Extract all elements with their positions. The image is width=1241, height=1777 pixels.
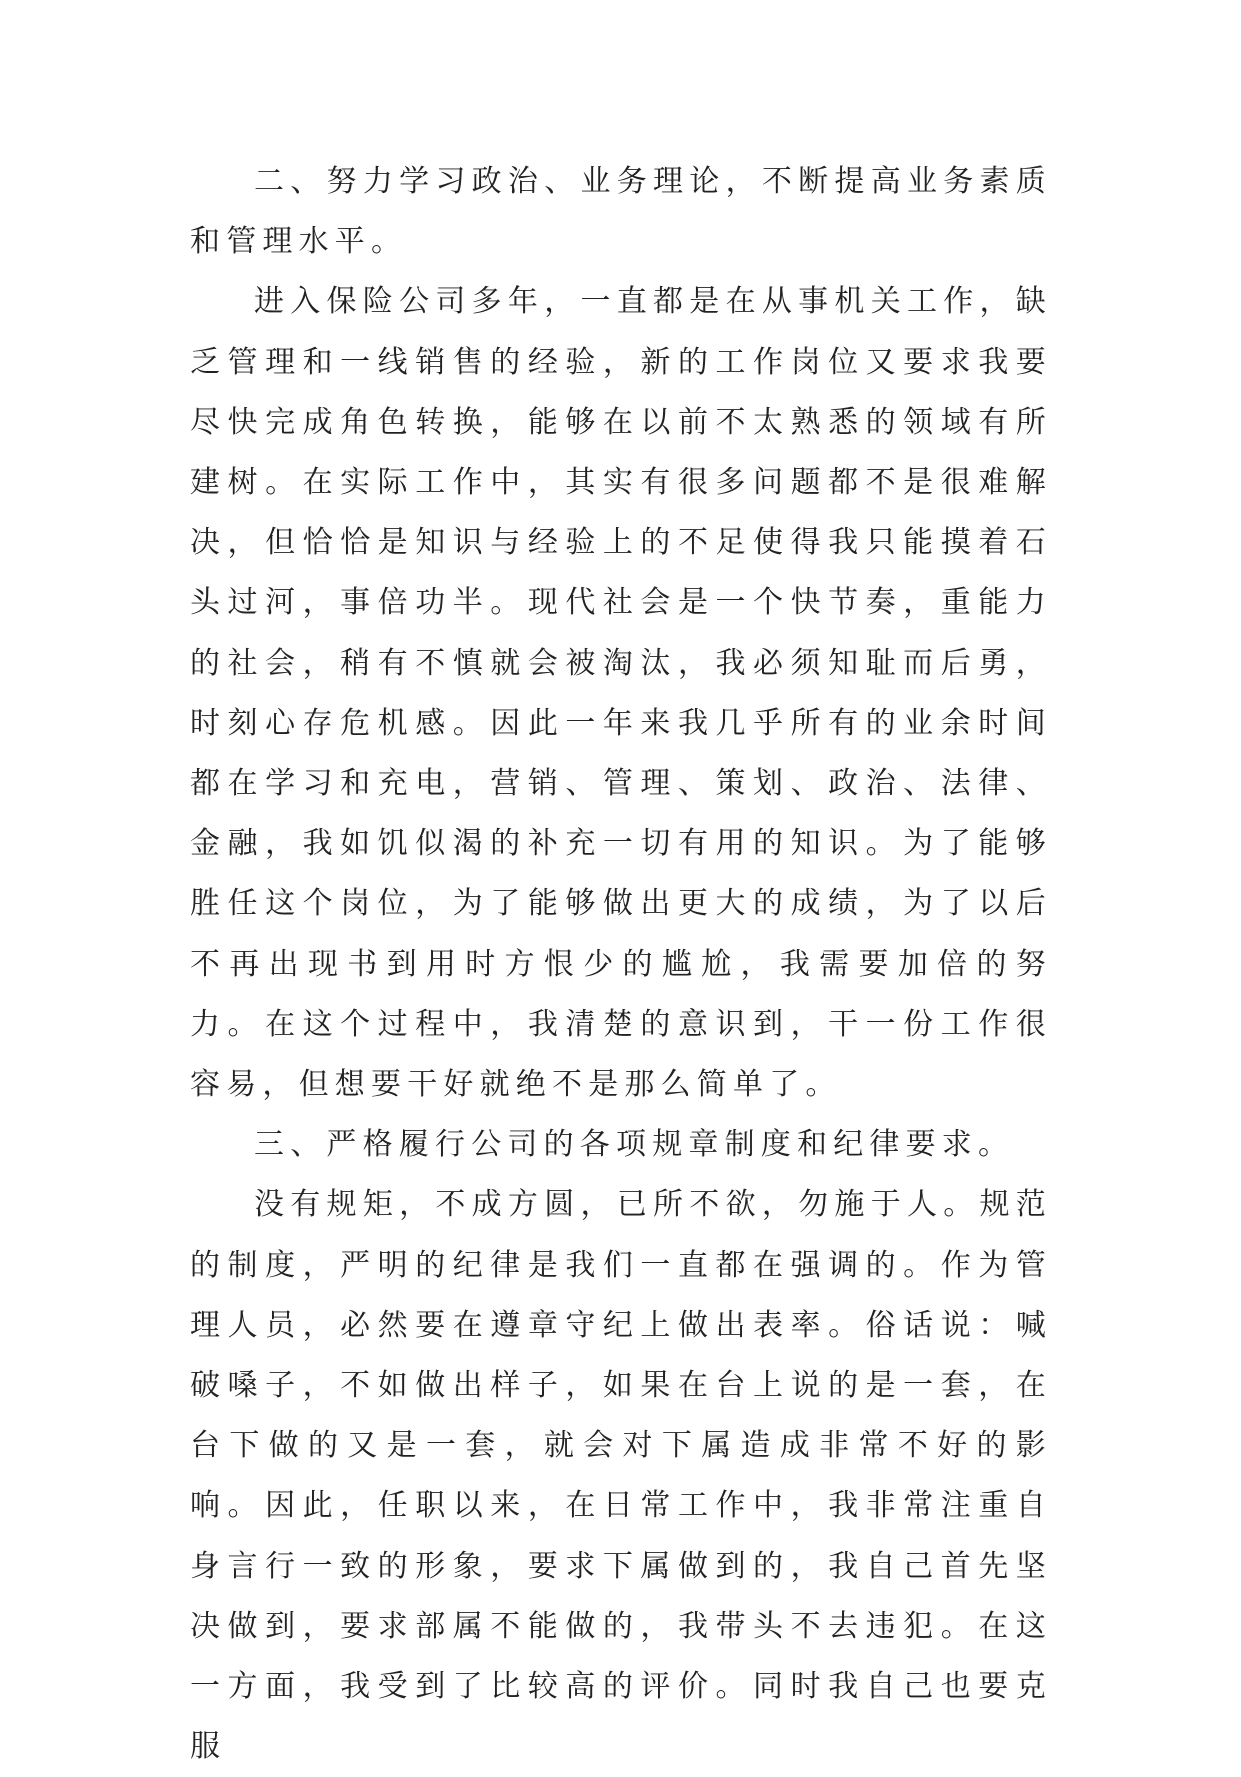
body-paragraph: 没有规矩，不成方圆，已所不欲，勿施于人。规范的制度，严明的纪律是我们一直都在强调的。作为管理人员，必然要在遵章守纪上做出表率。俗话说：喊破嗓子，不如做出样子，如果在台上说的是一套，在台下做的又是一套，就会对下属造成非常不好的影响。因此，任职以来，在日常工作中，我非常注重自身言行一致的形象，要求下属做到的，我自己首先坚决做到，要求部属不能做的，我带头不去违犯。在这一方面，我受到了比较高的评价。同时我自己也要克服 (190, 1187, 1052, 1765)
document-body (190, 152, 1052, 1777)
body-paragraph: 进入保险公司多年，一直都是在从事机关工作，缺乏管理和一线销售的经验，新的工作岗位又要求我要尽快完成角色转换，能够在以前不太熟悉的领域有所建树。在实际工作中，其实有很多问题都不是很难解决，但恰恰是知识与经验上的不足使得我只能摸着石头过河，事倍功半。现代社会是一个快节奏，重能力的社会，稍有不慎就会被淘汰，我必须知耻而后勇，时刻心存危机感。因此一年来我几乎所有的业余时间都在学习和充电，营销、管理、策划、政治、法律、金融，我如饥似渴的补充一切有用的知识。为了能够胜任这个岗位，为了能够做出更大的成绩，为了以后不再出现书到用时方恨少的尴尬，我需要加倍的努力。在这个过程中，我清楚的意识到，干一份工作很容易，但想要干好就绝不是那么简单了。 (190, 284, 1052, 1103)
section-heading-3: 三、严格履行公司的各项规章制度和纪律要求。 (254, 1127, 1015, 1163)
section-heading-2: 二、努力学习政治、业务理论，不断提高业务素质和管理水平。 (190, 164, 1052, 260)
